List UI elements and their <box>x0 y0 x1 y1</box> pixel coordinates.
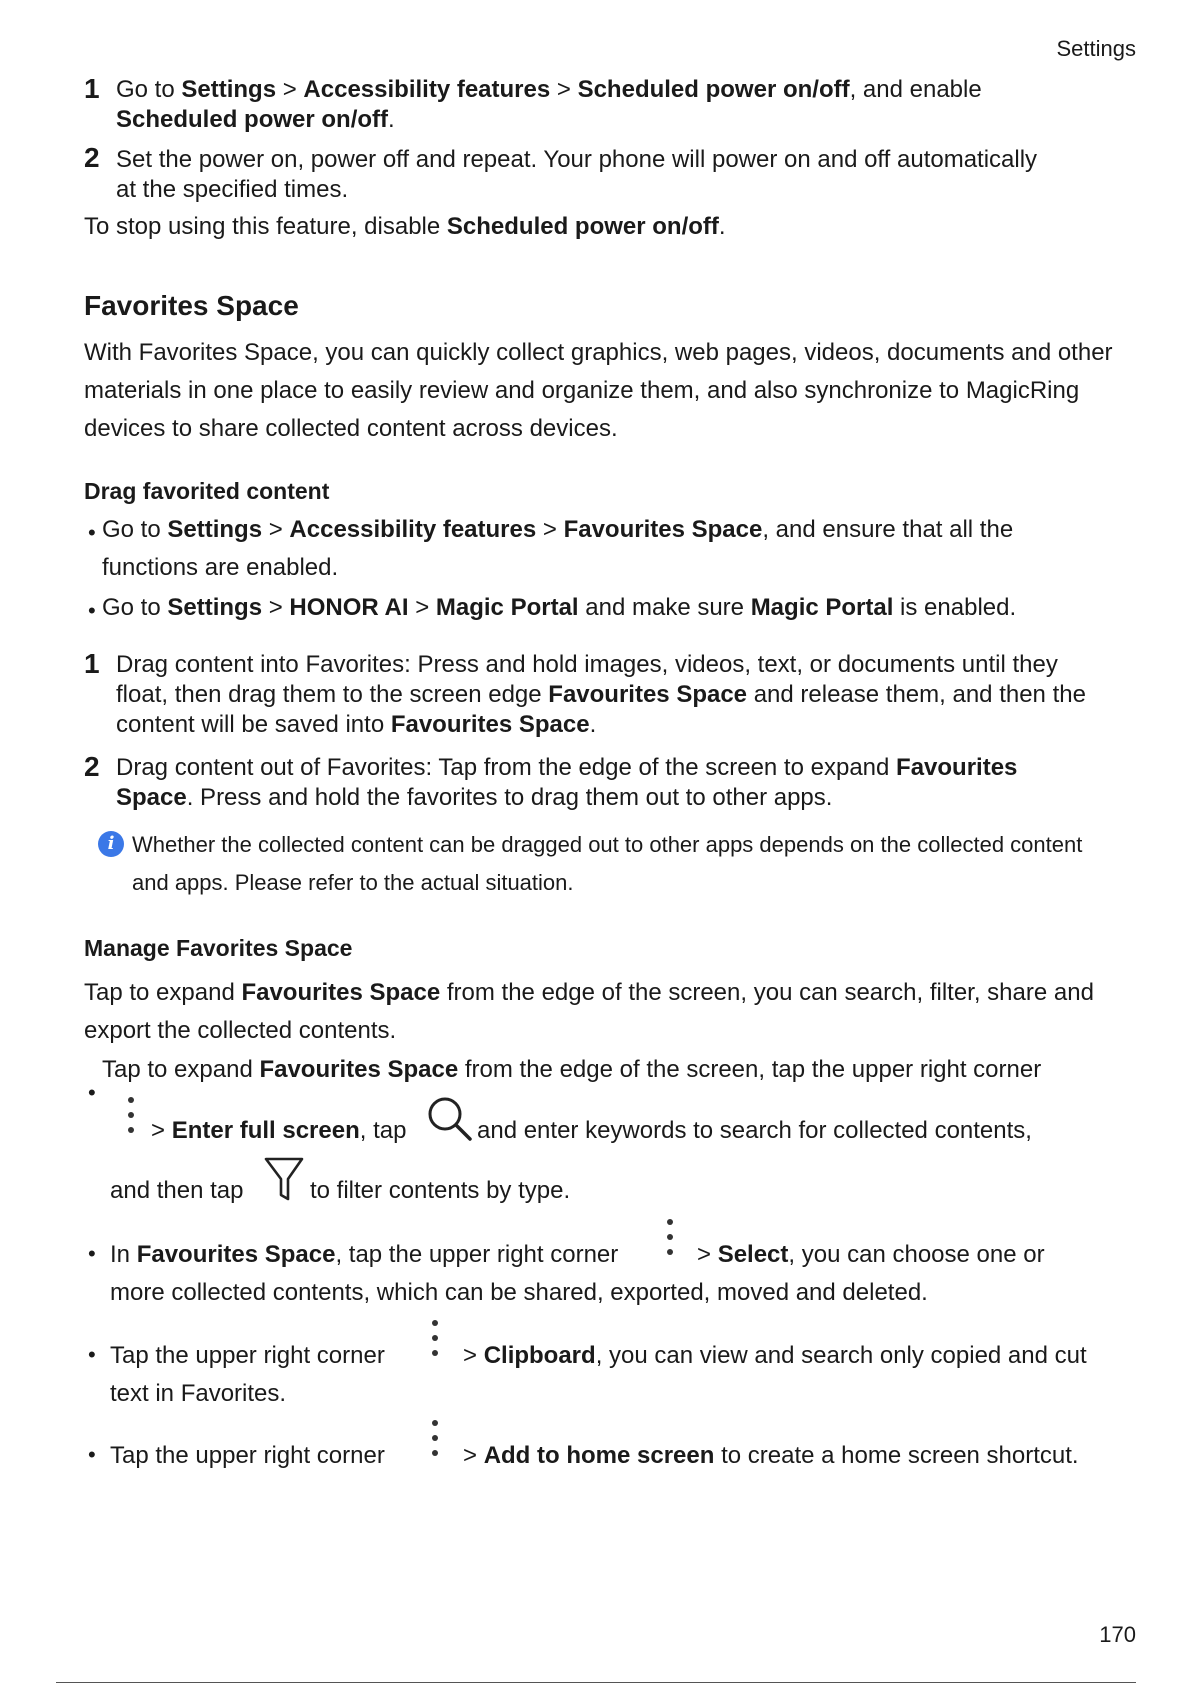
more-vertical-icon <box>430 1320 440 1365</box>
bullet-text: > Clipboard, you can view and search only copied and cut <box>463 1342 1087 1369</box>
footer-rule <box>56 1682 1136 1683</box>
bullet-text: to filter contents by type. <box>310 1177 571 1204</box>
subsection-title: Drag favorited content <box>84 478 330 504</box>
running-header: Settings <box>1056 36 1136 61</box>
step-text: Drag content into Favorites: Press and hold images, videos, text, or documents until they float, then drag them to the screen edge Favourites Space and release them, and then the content will be saved into Favourites Space. <box>116 651 1086 738</box>
stop-instruction: To stop using this feature, disable Scheduled power on/off. <box>84 213 726 240</box>
bullet-dot: • <box>88 1080 96 1105</box>
bullet-text: In Favourites Space, tap the upper right corner <box>110 1241 619 1268</box>
filter-icon <box>263 1155 305 1203</box>
bullet-text: and then tap <box>110 1177 244 1204</box>
bullet-text: > Add to home screen to create a home screen shortcut. <box>463 1442 1079 1469</box>
more-vertical-icon <box>430 1420 440 1465</box>
bullet-text: and enter keywords to search for collected contents, <box>477 1117 1032 1144</box>
info-icon: i <box>98 831 124 857</box>
bullet-text: Tap the upper right corner <box>110 1442 385 1469</box>
step-text: Drag content out of Favorites: Tap from the edge of the screen to expand Favourites Space. Press and hold the favorites to drag them out to other apps. <box>116 754 1018 811</box>
step-number: 2 <box>84 751 100 782</box>
bullet-text: text in Favorites. <box>110 1380 287 1407</box>
step-number: 1 <box>84 648 100 679</box>
note-text: Whether the collected content can be dragged out to other apps depends on the collected content and apps. Please refer to the actual situation. <box>132 832 1083 895</box>
section-title: Favorites Space <box>84 290 299 321</box>
step-text: Go to Settings > Accessibility features > Scheduled power on/off, and enable Scheduled power on/off. <box>116 76 982 133</box>
subsection-title: Manage Favorites Space <box>84 935 353 961</box>
bullet-text: > Select, you can choose one or <box>697 1241 1045 1268</box>
bullet-text: Tap the upper right corner <box>110 1342 385 1369</box>
step-text: Set the power on, power off and repeat. Your phone will power on and off automatically at the specified times. <box>116 146 1038 203</box>
more-vertical-icon <box>665 1219 675 1264</box>
search-icon <box>426 1095 472 1141</box>
more-vertical-icon <box>126 1097 136 1142</box>
bullet-dot: • <box>88 1241 96 1266</box>
bullet-text: > Enter full screen, tap <box>151 1117 407 1144</box>
step-number: 2 <box>84 142 100 173</box>
bullet-text: Go to Settings > Accessibility features > Favourites Space, and ensure that all the functions are enabled. <box>102 516 1014 581</box>
bullet-text: Tap to expand Favourites Space from the edge of the screen, tap the upper right corner <box>102 1056 1042 1083</box>
page-number: 170 <box>1099 1622 1136 1647</box>
bullet-dot: • <box>88 1442 96 1467</box>
section-intro: With Favorites Space, you can quickly collect graphics, web pages, videos, documents and other materials in one place to easily review and organize them, and also synchronize to MagicRing devices to share collected content across devices. <box>84 339 1113 442</box>
bullet-dot: • <box>88 1342 96 1367</box>
bullet-text: Go to Settings > HONOR AI > Magic Portal and make sure Magic Portal is enabled. <box>102 594 1017 621</box>
bullet-dot: • <box>88 520 96 545</box>
bullet-text: more collected contents, which can be shared, exported, moved and deleted. <box>110 1279 928 1306</box>
subsection-intro: Tap to expand Favourites Space from the edge of the screen, you can search, filter, share and export the collected contents. <box>84 979 1094 1044</box>
bullet-dot: • <box>88 598 96 623</box>
step-number: 1 <box>84 73 100 104</box>
